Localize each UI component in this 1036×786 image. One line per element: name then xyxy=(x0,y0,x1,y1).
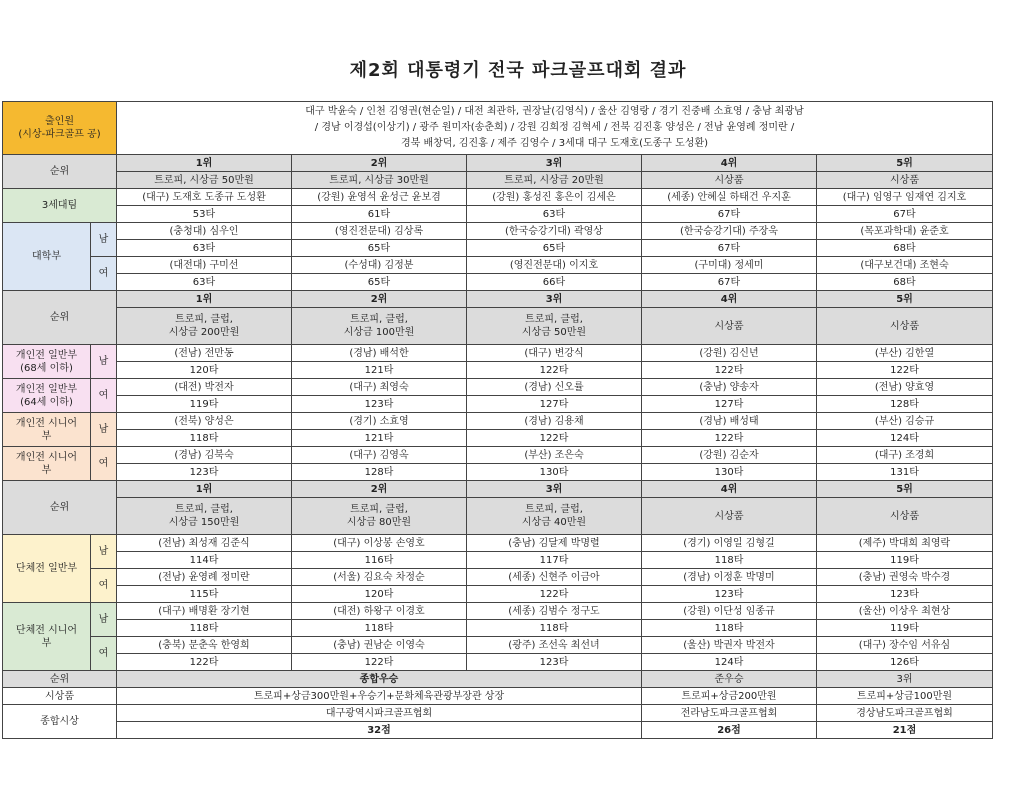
winner-score: 65타 xyxy=(292,240,467,257)
overall-first-org: 대구광역시파크골프협회 xyxy=(117,705,642,722)
winner-score: 122타 xyxy=(467,586,642,603)
winner-name: (세종) 김범수 정구도 xyxy=(467,603,642,620)
overall-third-prize: 트로피+상금100만원 xyxy=(817,688,993,705)
attendee-label-cell xyxy=(3,102,117,155)
overall-first-label: 종합우승 xyxy=(117,671,642,688)
gender-label: 여 xyxy=(91,257,117,291)
winner-name: (세종) 안혜실 하태건 우지훈 xyxy=(642,189,817,206)
winner-score: 130타 xyxy=(642,464,817,481)
gender-label: 남 xyxy=(91,535,117,569)
page-title: 제2회 대통령기 전국 파크골프대회 결과 xyxy=(349,60,687,81)
gender-label: 남 xyxy=(91,345,117,379)
category-label-text: 개인전 시니어 xyxy=(15,451,78,463)
winner-name: (경기) 이영일 김형길 xyxy=(642,535,817,552)
overall-points-row xyxy=(3,722,993,739)
winner-score: 118타 xyxy=(292,620,467,637)
winner-score: 121타 xyxy=(292,430,467,447)
winner-score: 67타 xyxy=(642,206,817,223)
winner-score: 67타 xyxy=(642,274,817,291)
overall-second-points: 26점 xyxy=(642,722,817,739)
overall-third-label: 3위 xyxy=(817,671,993,688)
table-row xyxy=(3,206,993,223)
overall-org-row xyxy=(3,705,993,722)
winner-score: 53타 xyxy=(117,206,292,223)
prize-cell xyxy=(117,498,292,535)
attendee-label: 출인원 xyxy=(45,116,74,127)
category-label-text: (64세 이하) xyxy=(20,396,73,408)
prize-cell xyxy=(292,308,467,345)
winner-score: 128타 xyxy=(292,464,467,481)
prize-cell: 트로피, 시상금 20만원 xyxy=(467,172,642,189)
place-label: 2위 xyxy=(292,291,467,308)
prize-cell: 시상품 xyxy=(817,172,993,189)
winner-score: 116타 xyxy=(292,552,467,569)
prize-line: 트로피, 클럽, xyxy=(525,314,583,325)
table-row xyxy=(3,586,993,603)
gender-label: 남 xyxy=(91,223,117,257)
winner-score: 68타 xyxy=(817,240,993,257)
winner-score: 120타 xyxy=(117,362,292,379)
table-row xyxy=(3,654,993,671)
table-row xyxy=(3,274,993,291)
category-label xyxy=(3,345,91,379)
winner-name: (전남) 양효영 xyxy=(817,379,993,396)
winner-name: (대구) 최영숙 xyxy=(292,379,467,396)
winner-score: 123타 xyxy=(642,586,817,603)
winner-score: 121타 xyxy=(292,362,467,379)
table-row xyxy=(3,603,993,620)
winner-score: 120타 xyxy=(292,586,467,603)
winner-name: (부산) 김승규 xyxy=(817,413,993,430)
winner-name: (대구) 김영옥 xyxy=(292,447,467,464)
prize-line: 트로피, 클럽, xyxy=(350,314,408,325)
table-row xyxy=(3,637,993,654)
prize-line: 트로피, 클럽, xyxy=(525,504,583,515)
attendee-line: 경북 배창덕, 김진홍 / 제주 김영수 / 3세대 대구 도재호(도종구 도성환) xyxy=(400,138,709,149)
winner-name: (전북) 양성은 xyxy=(117,413,292,430)
winner-name: (세종) 신현주 이금아 xyxy=(467,569,642,586)
rank-label: 순위 xyxy=(3,155,117,189)
winner-score: 61타 xyxy=(292,206,467,223)
table-row xyxy=(3,257,993,274)
place-label: 5위 xyxy=(817,291,993,308)
winner-name: (대구) 조경희 xyxy=(817,447,993,464)
winner-name: (경남) 김북숙 xyxy=(117,447,292,464)
winner-score: 65타 xyxy=(467,240,642,257)
category-label-text: 부 xyxy=(41,637,52,649)
category-label: 단체전 일반부 xyxy=(3,535,91,603)
winner-score: 122타 xyxy=(642,362,817,379)
winner-score: 63타 xyxy=(467,206,642,223)
prize-cell: 트로피, 시상금 50만원 xyxy=(117,172,292,189)
overall-third-points: 21점 xyxy=(817,722,993,739)
total-award-label: 종합시상 xyxy=(3,705,117,739)
winner-name: (강원) 윤영석 윤성근 윤보겸 xyxy=(292,189,467,206)
table-row xyxy=(3,535,993,552)
category-label-text: 개인전 일반부 xyxy=(15,349,78,361)
winner-name: (대전) 하왕구 이경호 xyxy=(292,603,467,620)
overall-second-prize: 트로피+상금200만원 xyxy=(642,688,817,705)
prize-cell: 시상품 xyxy=(817,498,993,535)
winner-score: 118타 xyxy=(467,620,642,637)
rank-label: 순위 xyxy=(3,481,117,535)
winner-score: 68타 xyxy=(817,274,993,291)
place-label: 5위 xyxy=(817,155,993,172)
winner-score: 122타 xyxy=(117,654,292,671)
attendee-list xyxy=(117,102,993,155)
winner-score: 130타 xyxy=(467,464,642,481)
table-row xyxy=(3,569,993,586)
winner-name: (대구보건대) 조현숙 xyxy=(817,257,993,274)
winner-name: (울산) 박권자 박전자 xyxy=(642,637,817,654)
winner-score: 122타 xyxy=(467,362,642,379)
table-row xyxy=(3,362,993,379)
table-row xyxy=(3,413,993,430)
table-row xyxy=(3,464,993,481)
winner-score: 117타 xyxy=(467,552,642,569)
winner-score: 119타 xyxy=(817,552,993,569)
gender-label: 여 xyxy=(91,379,117,413)
winner-name: (부산) 김한열 xyxy=(817,345,993,362)
winner-name: (구미대) 정세미 xyxy=(642,257,817,274)
overall-rank-row xyxy=(3,671,993,688)
place-label: 4위 xyxy=(642,291,817,308)
table-row xyxy=(3,447,993,464)
winner-name: (강원) 홍성진 홍은이 김세은 xyxy=(467,189,642,206)
overall-second-org: 전라남도파크골프협회 xyxy=(642,705,817,722)
prize-cell xyxy=(467,308,642,345)
winner-name: (영진전문대) 이지호 xyxy=(467,257,642,274)
winner-name: (목포과학대) 윤준호 xyxy=(817,223,993,240)
place-label: 1위 xyxy=(117,481,292,498)
winner-name: (충남) 권남순 이영숙 xyxy=(292,637,467,654)
category-label-text: (68세 이하) xyxy=(20,362,73,374)
winner-score: 66타 xyxy=(467,274,642,291)
winner-name: (충남) 권영숙 박수경 xyxy=(817,569,993,586)
winner-score: 123타 xyxy=(817,586,993,603)
place-label: 4위 xyxy=(642,481,817,498)
overall-award-row xyxy=(3,688,993,705)
category-label xyxy=(3,413,91,447)
results-table xyxy=(2,101,993,739)
winner-name: (영진전문대) 김상록 xyxy=(292,223,467,240)
winner-name: (경남) 김용채 xyxy=(467,413,642,430)
winner-score: 123타 xyxy=(292,396,467,413)
winner-name: (충남) 양송자 xyxy=(642,379,817,396)
table-row xyxy=(3,189,993,206)
winner-score: 124타 xyxy=(642,654,817,671)
prize-row xyxy=(3,498,993,535)
winner-name: (전남) 윤영례 정미란 xyxy=(117,569,292,586)
winner-name: (대구) 임영구 임재연 김지호 xyxy=(817,189,993,206)
winner-name: (수성대) 김정분 xyxy=(292,257,467,274)
prize-cell xyxy=(292,498,467,535)
winner-score: 65타 xyxy=(292,274,467,291)
place-label: 3위 xyxy=(467,481,642,498)
winner-score: 67타 xyxy=(642,240,817,257)
place-label: 4위 xyxy=(642,155,817,172)
table-row xyxy=(3,620,993,637)
winner-name: (대구) 배명환 장기현 xyxy=(117,603,292,620)
winner-score: 127타 xyxy=(467,396,642,413)
rank-header-row xyxy=(3,291,993,308)
prize-cell: 트로피, 시상금 30만원 xyxy=(292,172,467,189)
winner-name: (제주) 박대희 최영락 xyxy=(817,535,993,552)
winner-score: 118타 xyxy=(642,552,817,569)
category-label: 3세대팀 xyxy=(3,189,117,223)
category-label xyxy=(3,447,91,481)
winner-score: 122타 xyxy=(817,362,993,379)
winner-name: (전남) 전만동 xyxy=(117,345,292,362)
table-row xyxy=(3,345,993,362)
place-label: 1위 xyxy=(117,155,292,172)
gender-label: 여 xyxy=(91,447,117,481)
gender-label: 여 xyxy=(91,569,117,603)
rank-label: 순위 xyxy=(3,671,117,688)
winner-score: 128타 xyxy=(817,396,993,413)
winner-score: 119타 xyxy=(817,620,993,637)
category-label xyxy=(3,379,91,413)
table-row xyxy=(3,223,993,240)
overall-first-prize: 트로피+상금300만원+우승기+문화체육관광부장관 상장 xyxy=(117,688,642,705)
category-label-text: 단체전 시니어 xyxy=(15,624,78,636)
prize-cell: 시상품 xyxy=(642,172,817,189)
overall-second-label: 준우승 xyxy=(642,671,817,688)
winner-name: (대전대) 구미선 xyxy=(117,257,292,274)
prize-cell: 시상품 xyxy=(642,498,817,535)
table-row xyxy=(3,379,993,396)
category-label xyxy=(3,603,91,671)
winner-name: (경남) 배성태 xyxy=(642,413,817,430)
rank-label: 순위 xyxy=(3,291,117,345)
category-label-text: 개인전 시니어 xyxy=(15,417,78,429)
table-row xyxy=(3,396,993,413)
rank-header-row xyxy=(3,481,993,498)
winner-name: (경남) 이정훈 박명미 xyxy=(642,569,817,586)
winner-name: (대전) 박전자 xyxy=(117,379,292,396)
table-row xyxy=(3,430,993,447)
prize-line: 시상금 50만원 xyxy=(521,327,587,338)
winner-score: 127타 xyxy=(642,396,817,413)
table-row xyxy=(3,552,993,569)
winner-score: 114타 xyxy=(117,552,292,569)
attendee-row xyxy=(3,102,993,155)
winner-score: 122타 xyxy=(292,654,467,671)
place-label: 3위 xyxy=(467,155,642,172)
attendee-line: / 경남 이경섭(이상기) / 광주 원미자(송춘희) / 강원 김희정 김혁세 / 전북 김진홍 양성은 / 전남 윤영례 정미란 / xyxy=(314,122,795,133)
prize-line: 트로피, 클럽, xyxy=(175,504,233,515)
prize-line: 트로피, 클럽, xyxy=(350,504,408,515)
category-label-text: 부 xyxy=(41,430,52,442)
prize-cell xyxy=(117,308,292,345)
winner-score: 131타 xyxy=(817,464,993,481)
winner-score: 123타 xyxy=(467,654,642,671)
winner-score: 118타 xyxy=(117,620,292,637)
gender-label: 남 xyxy=(91,603,117,637)
winner-score: 118타 xyxy=(117,430,292,447)
place-label: 2위 xyxy=(292,155,467,172)
category-label-text: 부 xyxy=(41,464,52,476)
gender-label: 남 xyxy=(91,413,117,447)
winner-name: (강원) 이단성 임종규 xyxy=(642,603,817,620)
winner-score: 118타 xyxy=(642,620,817,637)
prize-cell: 시상품 xyxy=(642,308,817,345)
winner-name: (강원) 김신년 xyxy=(642,345,817,362)
winner-score: 119타 xyxy=(117,396,292,413)
winner-name: (광주) 조선옥 최선녀 xyxy=(467,637,642,654)
attendee-line: 대구 박윤숙 / 인천 김영권(현순일) / 대전 최관하, 권장날(김영식) / 울산 김영랑 / 경기 진중배 소효영 / 충남 최광남 xyxy=(305,106,804,117)
winner-name: (대구) 이상봉 손영호 xyxy=(292,535,467,552)
table-row xyxy=(3,240,993,257)
overall-third-org: 경상남도파크골프협회 xyxy=(817,705,993,722)
winner-score: 126타 xyxy=(817,654,993,671)
category-label-text: 개인전 일반부 xyxy=(15,383,78,395)
gender-label: 여 xyxy=(91,637,117,671)
overall-first-points: 32점 xyxy=(117,722,642,739)
winner-name: (전남) 최성재 김준식 xyxy=(117,535,292,552)
category-label: 대학부 xyxy=(3,223,91,291)
winner-score: 115타 xyxy=(117,586,292,603)
place-label: 2위 xyxy=(292,481,467,498)
winner-score: 67타 xyxy=(817,206,993,223)
winner-name: (충북) 문춘옥 한영희 xyxy=(117,637,292,654)
place-label: 5위 xyxy=(817,481,993,498)
winner-name: (경남) 신오률 xyxy=(467,379,642,396)
prize-row xyxy=(3,308,993,345)
prize-line: 시상금 80만원 xyxy=(346,517,412,528)
prize-cell: 시상품 xyxy=(817,308,993,345)
winner-name: (울산) 이상우 최현상 xyxy=(817,603,993,620)
place-label: 1위 xyxy=(117,291,292,308)
winner-name: (대구) 도재호 도종규 도성환 xyxy=(117,189,292,206)
prize-line: 시상금 40만원 xyxy=(521,517,587,528)
winner-name: (충남) 김달제 박명렬 xyxy=(467,535,642,552)
prize-row xyxy=(3,172,993,189)
winner-name: (대구) 변강식 xyxy=(467,345,642,362)
prize-line: 시상금 200만원 xyxy=(168,327,240,338)
attendee-label-sub: (시상-파크골프 공) xyxy=(18,129,101,140)
winner-name: (한국승강기대) 주장욱 xyxy=(642,223,817,240)
winner-name: (대구) 장수임 서유심 xyxy=(817,637,993,654)
prize-line: 시상금 100만원 xyxy=(343,327,415,338)
winner-name: (경기) 소효영 xyxy=(292,413,467,430)
winner-name: (충청대) 심우인 xyxy=(117,223,292,240)
winner-score: 122타 xyxy=(467,430,642,447)
winner-score: 63타 xyxy=(117,274,292,291)
winner-name: (한국승강기대) 곽영상 xyxy=(467,223,642,240)
winner-score: 124타 xyxy=(817,430,993,447)
winner-score: 122타 xyxy=(642,430,817,447)
place-label: 3위 xyxy=(467,291,642,308)
rank-header-row xyxy=(3,155,993,172)
winner-name: (강원) 김순자 xyxy=(642,447,817,464)
winner-score: 123타 xyxy=(117,464,292,481)
winner-name: (서울) 김요숙 차정순 xyxy=(292,569,467,586)
prize-cell xyxy=(467,498,642,535)
winner-score: 63타 xyxy=(117,240,292,257)
winner-name: (경남) 배석한 xyxy=(292,345,467,362)
award-label: 시상품 xyxy=(3,688,117,705)
winner-name: (부산) 조은숙 xyxy=(467,447,642,464)
prize-line: 시상금 150만원 xyxy=(168,517,240,528)
prize-line: 트로피, 클럽, xyxy=(175,314,233,325)
